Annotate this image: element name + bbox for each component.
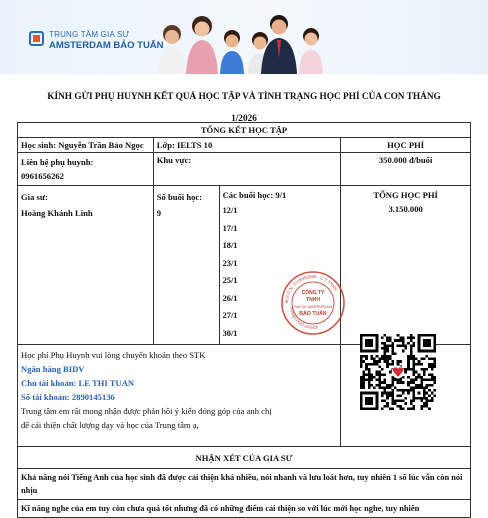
feedback-note-2: để cải thiện chất lượng dạy và học của Trung tâm ạ, [21,420,199,430]
class-name: Lớp: IELTS 10 [153,138,341,153]
heading-line1: KÍNH GỬI PHỤ HUYNH KẾT QUẢ HỌC TẬP VÀ TÌNH TRẠNG HỌC PHÍ CỦA CON THÁNG [47,92,441,102]
student-name: Học sinh: Nguyễn Trần Bảo Ngọc [18,138,154,153]
session-date: 25/1 [222,276,238,285]
company-seal [280,270,346,336]
parent-contact-label: Liên hệ phụ huynh: [21,157,94,167]
session-date: 12/1 [222,206,238,215]
payment-intro: Học phí Phụ Huynh vui lòng chuyển khoản theo STK [21,350,206,360]
banner-photo-right [253,6,337,74]
parent-contact-cell [18,153,154,186]
tutor-name: Hoàng Khánh Linh [21,208,93,218]
svg-text:BẢO TUẤN: BẢO TUẤN [299,311,327,317]
payment-qr-code [360,334,436,410]
sessions-cell [153,186,219,345]
logo-text-line1: TRUNG TÂM GIA SƯ [49,30,130,39]
tutor-cell [18,186,154,345]
tutor-comment-1: Khả năng nói Tiếng Anh của học sinh đã được cải thiện khá nhiều, nói nhanh và lưu loát hơn, tuy nhiên 1 số lúc vẫn còn nói nhịu [18,469,471,500]
parent-phone: 0961656262 [21,171,64,181]
bank-name: Ngân hàng BIDV [21,364,85,374]
seal-ring-text: M.S.D.N: 0118493588 - C.T.TNHH [283,273,339,304]
total-cell [341,186,471,345]
feedback-note-1: Trung tâm em rất mong nhận được phản hồi ý kiến đóng góp của anh chị [21,406,272,416]
seal-bottom-text: THÀNH PHỐ HÀ NỘI [288,305,319,331]
total-label: TỔNG HỌC PHÍ [373,190,438,200]
session-date: 17/1 [222,223,238,233]
logo-text-line2: AMSTERDAM BẢO TUẤN [49,40,164,51]
tutor-comment-2: Kĩ năng nghe của em tuy còn chưa quá tốt nhưng đã có những điểm cải thiện so với lúc mới học nghe, tuy nhiên [18,500,471,518]
fee-label: HỌC PHÍ [341,138,471,153]
report-table [17,122,471,518]
svg-text:CÔNG TY: CÔNG TY [301,290,325,296]
sessions-label: Số buổi học: [156,192,203,202]
session-date: 27/1 [222,311,238,320]
payment-info-cell [18,345,341,447]
session-date: 23/1 [222,258,238,268]
tutor-label: Gia sư: [21,192,48,202]
comments-title: NHẬN XÉT CỦA GIA SƯ [18,447,471,469]
logo-icon [29,31,44,46]
summary-title: TỔNG KẾT HỌC TẬP [18,123,471,138]
account-holder: Chủ tài khoản: LE THI TUAN [21,378,135,388]
fee-per-session: 350.000 đ/buổi [341,153,471,186]
dates-label: Các buổi học: 9/1 [222,190,287,200]
svg-text:TNHH: TNHH [306,297,320,303]
heading-month: 1/2026 [231,114,257,124]
sessions-count: 9 [156,208,162,218]
account-number: Số tài khoản: 2890145136 [21,392,115,402]
header-banner [0,0,488,74]
session-date: 30/1 [222,328,238,338]
total-value: 3.150.000 [388,204,423,214]
session-date: 26/1 [222,293,238,303]
session-date: 18/1 [222,241,238,250]
area-label: Khu vực: [153,153,341,186]
svg-text:GIA SƯ AMSTERDAM: GIA SƯ AMSTERDAM [293,305,333,309]
